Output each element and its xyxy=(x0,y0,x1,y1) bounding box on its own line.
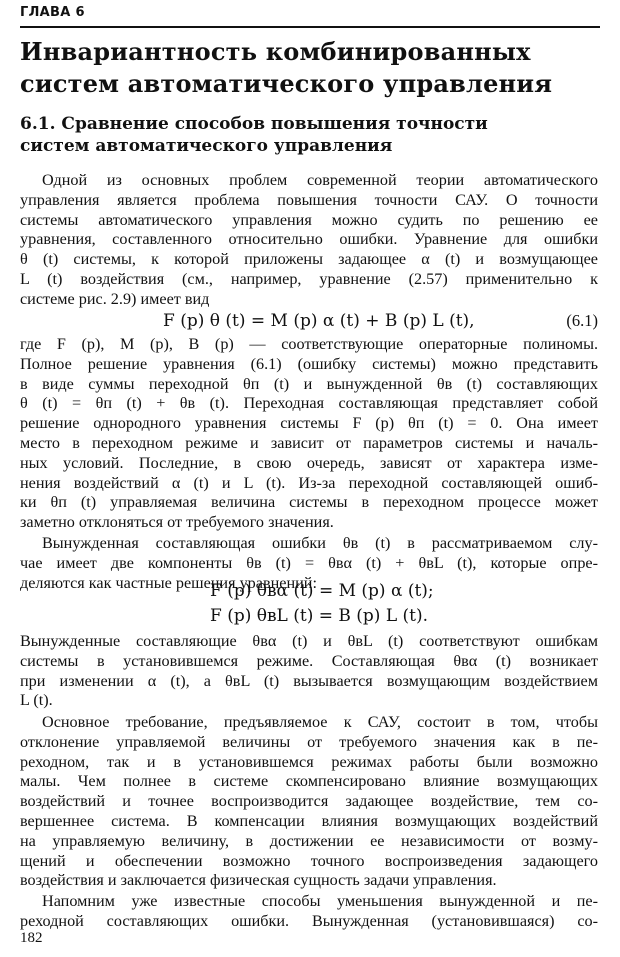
text-line: где F (p), M (p), B (p) — соответствующие операторные полиномы. xyxy=(20,335,598,353)
equation-forced-l: F (p) θвL (t) = B (p) L (t). xyxy=(210,606,429,626)
text-line: в виде суммы переходной θп (t) и вынужденной θв (t) составляющих xyxy=(20,374,598,393)
equation-6-1: F (p) θ (t) = M (p) α (t) + B (p) L (t), xyxy=(163,311,475,331)
text-line: управления является проблема повышения точности САУ. О точности xyxy=(20,190,598,209)
text-line: щений и обеспечении возможно точного воспроизведения задающего xyxy=(20,851,598,870)
text-line: θ (t) системы, к которой приложены задающее α (t) и возмущающее xyxy=(20,250,598,269)
text-line: Напомним уже известные способы уменьшения вынужденной и пе- xyxy=(42,892,598,910)
text-line: L (t). xyxy=(20,691,53,710)
text-line: воздействий и точнее воспроизводится задающее воздействие, тем со- xyxy=(20,792,598,811)
paragraph xyxy=(20,713,598,891)
text-line: Полное решение уравнения (6.1) (ошибку системы) можно представить xyxy=(20,354,598,373)
text-line: место в переходном режиме и зависит от параметров системы и началь- xyxy=(20,433,598,452)
text-line: L (t) воздействия (см., например, уравнение (2.57) применительно к xyxy=(20,269,598,288)
text-line: при изменении α (t), а θвL (t) вызывается возмущающим воздействием xyxy=(20,671,598,690)
text-line: чае имеет две компоненты θв (t) = θвα (t) + θвL (t), которые опре- xyxy=(20,553,598,572)
text-line: уравнения, составленного относительно ошибки. Уравнение для ошибки xyxy=(20,230,598,249)
text-line: θ (t) = θп (t) + θв (t). Переходная составляющая представляет собой xyxy=(20,394,598,413)
text-line: системы в установившемся режиме. Составляющая θвα (t) возникает xyxy=(20,651,598,670)
section-title-line: 6.1. Сравнение способов повышения точности xyxy=(20,114,488,134)
text-line: малы. Чем полнее в системе скомпенсировано влияние возмущающих xyxy=(20,772,598,791)
text-line: отклонение управляемой величины от требуемого значения как в пе- xyxy=(20,732,598,751)
text-line: реходном, так и в установившемся режимах работы были возможно xyxy=(20,752,598,771)
text-line: Одной из основных проблем современной теории автоматического xyxy=(42,171,598,189)
text-line: заметно отклоняться от требуемого значения. xyxy=(20,513,334,532)
chapter-title-line: систем автоматического управления xyxy=(20,69,553,98)
paragraph xyxy=(20,335,598,533)
header-rule xyxy=(20,26,600,28)
text-line: Вынужденная составляющая ошибки θв (t) в рассматриваемом слу- xyxy=(42,534,598,552)
text-line: деляются как частные решения уравнений: xyxy=(20,573,317,592)
paragraph xyxy=(20,632,598,711)
text-line: вершеннее система. В компенсации влияния возмущающих воздействий xyxy=(20,811,598,830)
text-line: нения воздействий α (t) и L (t). Из-за переходной составляющей ошиб- xyxy=(20,473,598,492)
section-title-line: систем автоматического управления xyxy=(20,136,393,156)
text-line: воздействия и заключается физическая сущность задачи управления. xyxy=(20,871,497,890)
text-line: на управляемую величину, в достижении ее независимости от возму- xyxy=(20,831,598,850)
chapter-title-line: Инвариантность комбинированных xyxy=(20,37,531,66)
text-line: системе рис. 2.9) имеет вид xyxy=(20,289,210,308)
section-title xyxy=(20,113,605,157)
equation-forced-alpha: F (p) θвα (t) = M (p) α (t); xyxy=(210,581,434,601)
chapter-label: ГЛАВА 6 xyxy=(20,5,85,20)
text-line: Основное требование, предъявляемое к САУ, состоит в том, чтобы xyxy=(42,713,598,731)
text-line: системы автоматического управления можно судить по решению ее xyxy=(20,210,598,229)
page-number: 182 xyxy=(20,930,43,946)
text-line: ки θп (t) управляемая величина системы в переходном процессе может xyxy=(20,493,598,512)
chapter-title xyxy=(20,36,605,100)
text-line: реходной составляющих ошибки. Вынужденная (установившаяся) со- xyxy=(20,911,598,930)
paragraph xyxy=(20,171,598,310)
text-line: Вынужденные составляющие θвα (t) и θвL (t) соответствуют ошибкам xyxy=(20,632,598,650)
paragraph xyxy=(20,892,598,932)
equation-number: (6.1) xyxy=(566,311,598,330)
text-line: ных условий. Последние, в свою очередь, зависят от характера изме- xyxy=(20,453,598,472)
text-line: решение однородного уравнения системы F (p) θп (t) = 0. Она имеет xyxy=(20,414,598,433)
